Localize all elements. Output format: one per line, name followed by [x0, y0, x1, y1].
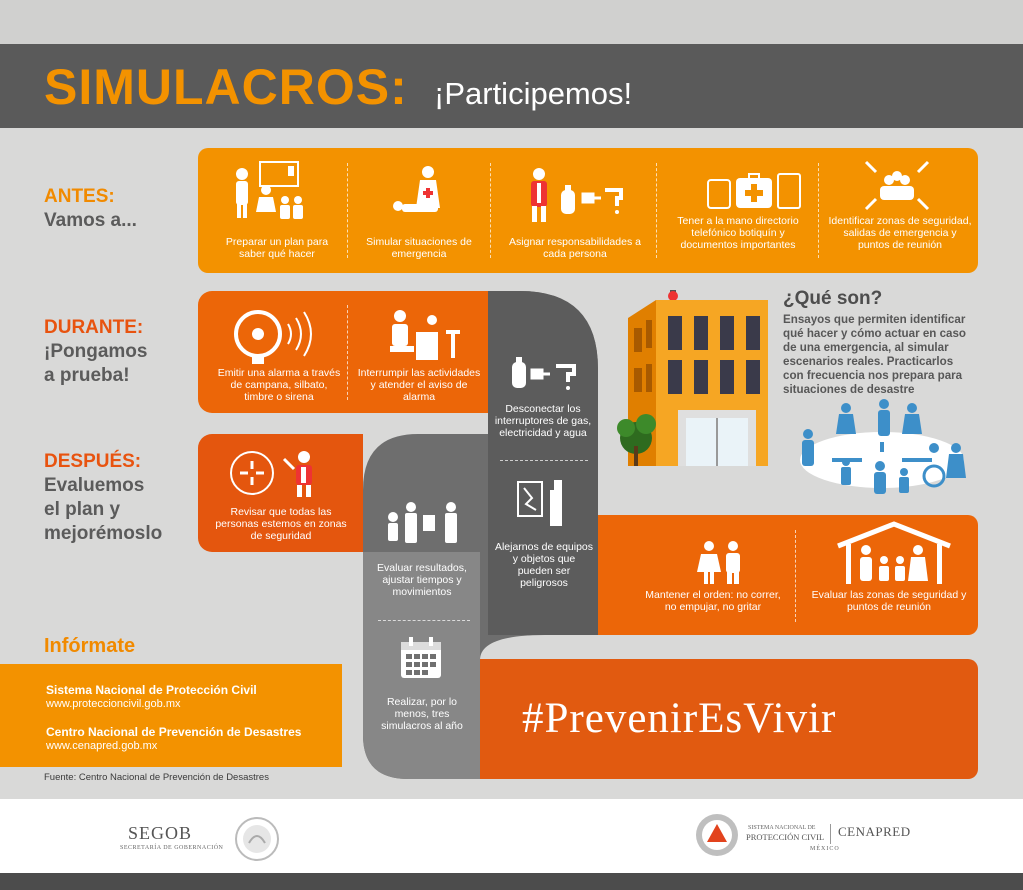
antes-caption-1: Preparar un plan para saber qué hacer — [225, 236, 329, 260]
evacuation-people-illustration — [792, 398, 972, 498]
hashtag-text: #PrevenirEsVivir — [522, 695, 837, 742]
despues-subheading-2: el plan y — [44, 499, 121, 520]
responsibility-icon — [527, 166, 627, 228]
family-plan-icon — [230, 160, 310, 225]
segob-logo-text: SEGOB — [128, 823, 193, 843]
antes-subheading: Vamos a... — [44, 210, 137, 231]
url-cenapred[interactable]: www.cenapred.gob.mx — [46, 740, 158, 752]
right-caption-1: Mantener el orden: no correr, no empujar, no gritar — [645, 589, 781, 613]
source-note: Fuente: Centro Nacional de Prevención de Desastres — [44, 772, 269, 783]
page-title: SIMULACROS: — [44, 59, 408, 115]
gray-caption-1: Desconectar los interruptores de gas, electricidad y agua — [494, 403, 592, 439]
calendar-icon — [399, 636, 445, 682]
durante-label — [44, 316, 147, 388]
despues-heading: DESPUÉS: — [44, 451, 142, 472]
gray-caption-3: Evaluar resultados, ajustar tiempos y movimientos — [377, 562, 467, 598]
divider — [656, 163, 657, 258]
broken-glass-icon — [516, 478, 576, 528]
disconnect-utilities-icon — [510, 356, 580, 392]
durante-caption-2: Interrumpir las actividades y atender el aviso de alarma — [357, 367, 481, 403]
bottom-bar — [0, 873, 1023, 890]
divider — [500, 460, 588, 461]
building-illustration — [612, 288, 772, 468]
despues-caption-1: Revisar que todas las personas estemos en zonas de seguridad — [215, 506, 347, 542]
interrupt-activities-icon — [386, 306, 466, 366]
antes-caption-4: Tener a la mano directorio telefónico botiquín y documentos importantes — [677, 215, 799, 251]
evaluate-results-icon — [385, 499, 465, 549]
phone-kit-documents-icon — [706, 172, 806, 217]
shelter-family-icon — [834, 520, 954, 586]
que-son-body: Ensayos que permiten identificar qué hacer y cómo actuar en caso de una emergencia, al simular escenarios reales. Practicarlos con frecuencia nos prepara para situaciones de desastre — [783, 313, 966, 396]
safe-zone-icon — [862, 158, 932, 213]
keep-order-icon — [697, 540, 747, 586]
despues-subheading-1: Evaluemos — [44, 475, 145, 496]
mexico-text: MÉXICO — [810, 846, 840, 852]
gray-caption-2: Alejarnos de equipos y objetos que pueden ser peligrosos — [494, 541, 594, 589]
right-caption-2: Evaluar las zonas de seguridad y puntos de reunión — [811, 589, 967, 613]
durante-heading: DURANTE: — [44, 317, 144, 338]
divider — [378, 620, 470, 621]
org-name-cenapred: Centro Nacional de Prevención de Desastres — [46, 725, 302, 739]
check-people-icon — [228, 449, 328, 499]
antes-caption-2: Simular situaciones de emergencia — [366, 236, 472, 260]
gray-caption-4: Realizar, por lo menos, tres simulacros al año — [381, 696, 463, 732]
despues-label — [44, 450, 162, 546]
snpc-line-1: SISTEMA NACIONAL DE — [748, 825, 816, 831]
informate-title: Infórmate — [44, 635, 136, 657]
antes-caption-5: Identificar zonas de seguridad, salidas de emergencia y puntos de reunión — [828, 215, 972, 251]
proteccion-civil-logo-icon — [694, 812, 740, 858]
divider — [347, 305, 348, 400]
url-proteccioncivil[interactable]: www.proteccioncivil.gob.mx — [46, 698, 181, 710]
divider — [795, 530, 796, 622]
que-son-title: ¿Qué son? — [783, 288, 883, 309]
durante-subheading-2: a prueba! — [44, 365, 130, 386]
antes-caption-3: Asignar responsabilidades a cada persona — [509, 236, 641, 260]
first-aid-simulation-icon — [388, 162, 448, 224]
durante-subheading-1: ¡Pongamos — [44, 341, 148, 362]
mexico-seal-icon — [233, 815, 281, 863]
divider — [818, 163, 819, 258]
divider — [490, 163, 491, 258]
alarm-bell-icon — [232, 306, 312, 366]
antes-heading: ANTES: — [44, 186, 115, 207]
despues-subheading-3: mejorémoslo — [44, 523, 163, 544]
divider — [347, 163, 348, 258]
durante-caption-1: Emitir una alarma a través de campana, silbato, timbre o sirena — [217, 367, 341, 403]
segob-subtitle: SECRETARÍA DE GOBERNACIÓN — [120, 845, 224, 851]
divider — [830, 824, 831, 844]
antes-label — [44, 185, 137, 233]
cenapred-logo-text: CENAPRED — [838, 824, 911, 839]
snpc-line-2: PROTECCIÓN CIVIL — [746, 832, 825, 842]
page-subtitle: ¡Participemos! — [434, 76, 633, 111]
org-name-snpc: Sistema Nacional de Protección Civil — [46, 683, 257, 697]
